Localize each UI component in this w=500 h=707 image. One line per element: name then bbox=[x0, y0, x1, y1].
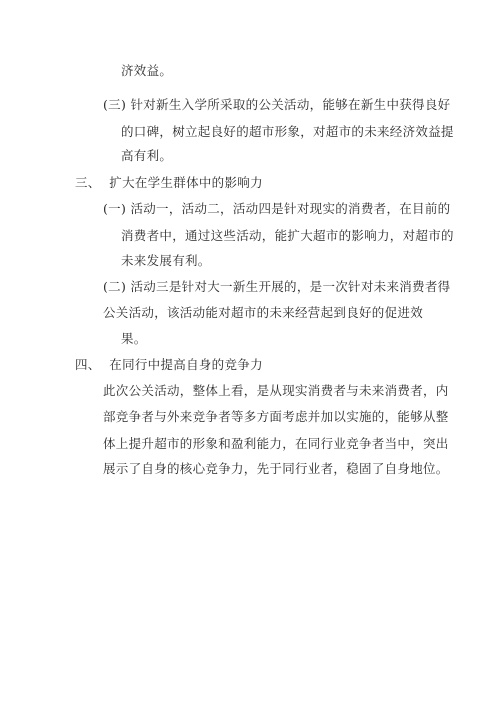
paragraph-text: 消费者中，通过这些活动，能扩大超市的影响力，对超市的 bbox=[121, 228, 454, 243]
list-item-3-line-1 bbox=[103, 97, 450, 113]
paragraph-line-3 bbox=[103, 436, 449, 452]
paragraph-line-4 bbox=[103, 461, 449, 477]
list-marker: (二) bbox=[103, 279, 127, 294]
section-number: 四、 bbox=[75, 357, 101, 372]
section-number: 三、 bbox=[75, 175, 101, 190]
list-item-3-line-2 bbox=[121, 124, 454, 140]
section-heading-3 bbox=[75, 175, 263, 191]
paragraph-line-2 bbox=[103, 409, 449, 425]
list-item-1-line-3 bbox=[121, 253, 211, 269]
list-item-1-line-2 bbox=[121, 228, 454, 244]
paragraph-line-1 bbox=[103, 383, 449, 399]
list-item-2-line-2 bbox=[103, 305, 423, 321]
paragraph-text: 部竞争者与外来竞争者等多方面考虑并加以实施的，能够从整 bbox=[103, 409, 449, 424]
paragraph-text: 针对新生入学所采取的公关活动，能够在新生中获得良好 bbox=[130, 97, 451, 112]
list-marker: (一) bbox=[103, 201, 127, 216]
list-item-1-line-1 bbox=[103, 201, 450, 217]
paragraph-text: 此次公关活动，整体上看，是从现实消费者与未来消费者，内 bbox=[103, 383, 449, 398]
list-item-2-line-3 bbox=[121, 331, 147, 347]
section-title: 扩大在学生群体中的影响力 bbox=[109, 175, 263, 190]
continuation-line bbox=[121, 63, 172, 79]
paragraph-text: 活动一，活动二，活动四是针对现实的消费者，在目前的 bbox=[130, 201, 451, 216]
paragraph-text: 活动三是针对大一新生开展的，是一次针对未来消费者得 bbox=[130, 279, 451, 294]
section-heading-4 bbox=[75, 357, 263, 373]
paragraph-text: 高有利。 bbox=[121, 148, 173, 163]
paragraph-text: 的口碑，树立起良好的超市形象，对超市的未来经济效益提 bbox=[121, 124, 454, 139]
list-marker: (三) bbox=[103, 97, 127, 112]
paragraph-text: 展示了自身的核心竞争力，先于同行业者，稳固了自身地位。 bbox=[103, 461, 449, 476]
list-item-3-line-3 bbox=[121, 148, 172, 164]
section-title: 在同行中提高自身的竞争力 bbox=[109, 357, 263, 372]
list-item-2-line-1 bbox=[103, 279, 450, 295]
paragraph-text: 公关活动，该活动能对超市的未来经营起到良好的促进效 bbox=[103, 305, 424, 320]
paragraph-text: 果。 bbox=[121, 331, 147, 346]
paragraph-text: 济效益。 bbox=[121, 63, 173, 78]
paragraph-text: 体上提升超市的形象和盈利能力，在同行业竞争者当中，突出 bbox=[103, 436, 449, 451]
paragraph-text: 未来发展有利。 bbox=[121, 253, 211, 268]
